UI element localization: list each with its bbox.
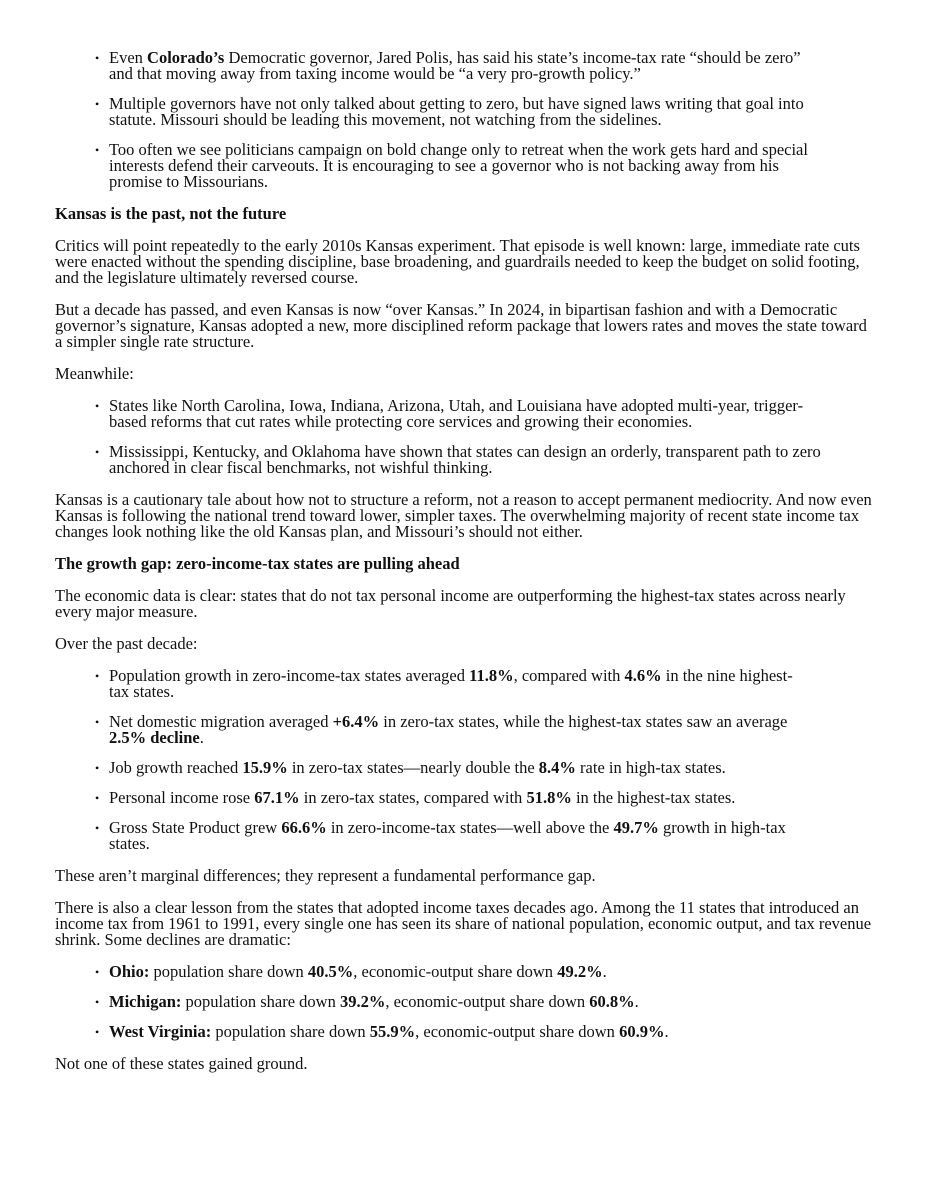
growth-stats-list	[55, 668, 872, 852]
list-item: • Multiple governors have not only talked about getting to zero, but have signed laws writing that goal into statute. Missouri should be leading this movement, not watching from the sidelines.	[95, 94, 804, 129]
bullet-glyph: •	[95, 143, 100, 157]
paragraph: There is also a clear lesson from the states that adopted income taxes decades ago. Among the 11 states that introduced an income tax from 1961 to 1991, every single one has seen its share of national population, economic output, and tax revenue shrink. Some declines are dramatic:	[55, 898, 872, 949]
paragraph: Critics will point repeatedly to the early 2010s Kansas experiment. That episode is well known: large, immediate rate cuts were enacted without the spending discipline, base broadening, and guardrails needed to keep the budget on solid footing, and the legislature ultimately reversed course.	[55, 236, 860, 287]
governor-bullet-list	[55, 50, 872, 190]
paragraph: These aren’t marginal differences; they represent a fundamental performance gap.	[55, 866, 596, 885]
closing-paragraph: Not one of these states gained ground.	[55, 1054, 308, 1073]
paragraph: Kansas is a cautionary tale about how not to structure a reform, not a reason to accept permanent mediocrity. And now even Kansas is following the national trend toward lower, simpler taxes. The overwhelming majority of recent state income tax changes look nothing like the old Kansas plan, and Missouri’s should not either.	[55, 490, 872, 541]
list-item: • Gross State Product grew 66.6% in zero-income-tax states—well above the 49.7% growth in high-tax states.	[95, 818, 786, 853]
bullet-glyph: •	[95, 399, 100, 413]
list-item: • West Virginia: population share down 55.9%, economic-output share down 60.9%.	[95, 1022, 669, 1041]
bullet-glyph: •	[95, 995, 100, 1009]
list-item: • Personal income rose 67.1% in zero-tax states, compared with 51.8% in the highest-tax states.	[95, 788, 736, 807]
bullet-glyph: •	[95, 965, 100, 979]
section-heading-kansas: Kansas is the past, not the future	[55, 204, 287, 223]
list-item: • Michigan: population share down 39.2%, economic-output share down 60.8%.	[95, 992, 639, 1011]
list-item: • States like North Carolina, Iowa, Indiana, Arizona, Utah, and Louisiana have adopted multi-year, trigger-based reforms that cut rates while protecting core services and growing their economies.	[95, 396, 804, 431]
list-item: • Even Colorado’s Democratic governor, Jared Polis, has said his state’s income-tax rate “should be zero” and that moving away from taxing income would be “a very pro-growth policy.”	[95, 48, 801, 83]
list-item: • Too often we see politicians campaign on bold change only to retreat when the work gets hard and special interests defend their carveouts. It is encouraging to see a governor who is not backing away from his promise to Missourians.	[95, 140, 808, 191]
bullet-glyph: •	[95, 715, 100, 729]
bullet-glyph: •	[95, 821, 100, 835]
paragraph: But a decade has passed, and even Kansas is now “over Kansas.” In 2024, in bipartisan fashion and with a Democratic governor’s signature, Kansas adopted a new, more disciplined reform package that lowers rates and moves the state toward a simpler single rate structure.	[55, 300, 867, 351]
list-item: • Population growth in zero-income-tax states averaged 11.8%, compared with 4.6% in the nine highest-tax states.	[95, 666, 793, 701]
bold-text: Colorado’s	[147, 48, 225, 67]
paragraph: Meanwhile:	[55, 364, 134, 383]
list-item: • Ohio: population share down 40.5%, economic-output share down 49.2%.	[95, 962, 607, 981]
bullet-glyph: •	[95, 51, 100, 65]
bullet-glyph: •	[95, 445, 100, 459]
bullet-glyph: •	[95, 97, 100, 111]
states-bullet-list	[55, 398, 872, 476]
bullet-glyph: •	[95, 1025, 100, 1039]
paragraph: Over the past decade:	[55, 634, 198, 653]
section-heading-growth-gap: The growth gap: zero-income-tax states are pulling ahead	[55, 554, 460, 573]
list-item: • Mississippi, Kentucky, and Oklahoma have shown that states can design an orderly, transparent path to zero anchored in clear fiscal benchmarks, not wishful thinking.	[95, 442, 821, 477]
paragraph: The economic data is clear: states that do not tax personal income are outperforming the highest-tax states across nearly every major measure.	[55, 586, 846, 621]
bullet-glyph: •	[95, 669, 100, 683]
bullet-glyph: •	[95, 761, 100, 775]
state-decline-list	[55, 964, 872, 1040]
list-item: • Job growth reached 15.9% in zero-tax states—nearly double the 8.4% rate in high-tax states.	[95, 758, 726, 777]
list-item: • Net domestic migration averaged +6.4% in zero-tax states, while the highest-tax states saw an average 2.5% decline.	[95, 712, 788, 747]
bullet-glyph: •	[95, 791, 100, 805]
